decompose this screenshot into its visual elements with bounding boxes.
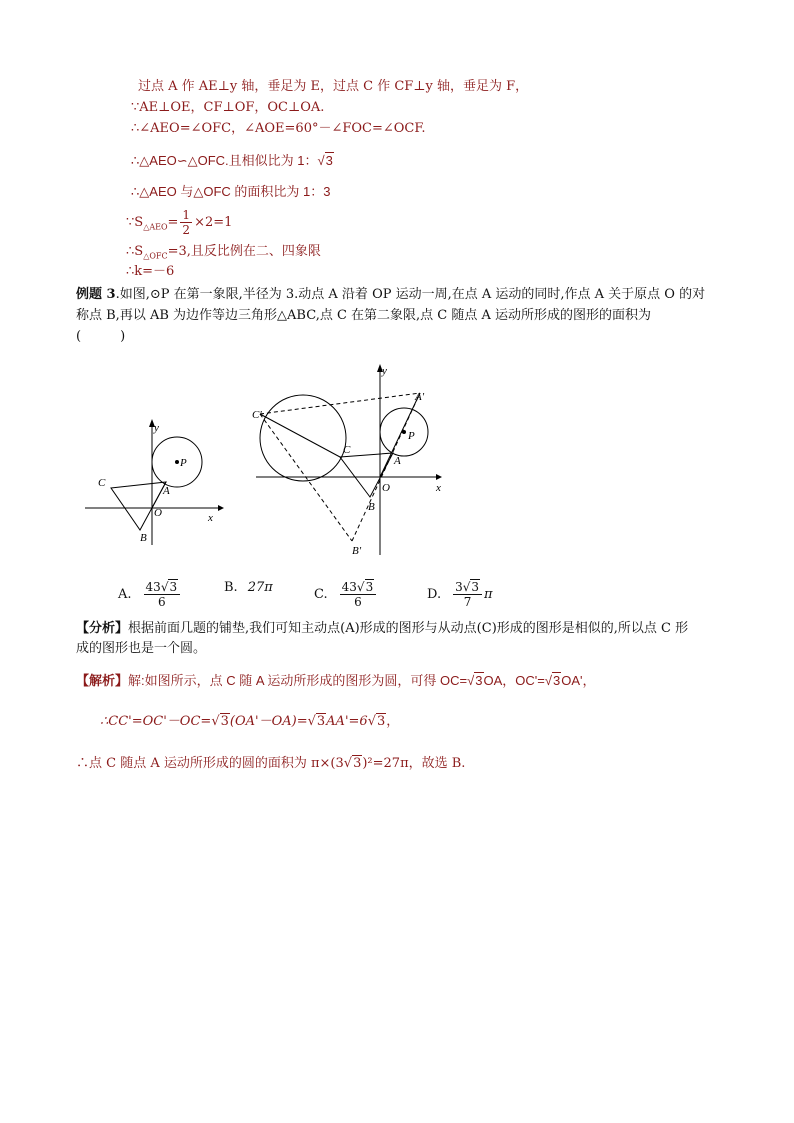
solution-tag: 【解析】 [76, 673, 129, 688]
sqrt-3-c: √3 [211, 714, 229, 729]
option-a[interactable] [118, 580, 182, 609]
s-symbol-2: ∴S [126, 244, 144, 259]
example-line-3: ( ) [76, 329, 126, 344]
fig1-label-b: B [140, 532, 147, 544]
option-c-fraction: $\frac{43√3}{6}$ [340, 580, 377, 609]
solution-line-6-rest: ×2=1 [194, 215, 233, 230]
fig1-label-o: O [154, 507, 162, 519]
fig1-triangle-abc [111, 482, 166, 530]
analysis-line-1 [76, 620, 688, 638]
solution-eq-a: ∴CC'=OC'－OC= [100, 714, 212, 729]
option-d[interactable] [427, 580, 493, 609]
solution-eq-d: ， [386, 714, 400, 729]
fig2-label-c: C [343, 444, 351, 456]
fig2-label-c-prime: C' [252, 409, 262, 421]
solution-line-a [76, 672, 596, 690]
solution-line-5: ∴△AEO 与△OFC 的面积比为 1：3 [131, 184, 331, 199]
solution-line-7-rest: =3,且反比例在二、四象限 [167, 244, 321, 259]
sqrt-3-a: √3 [467, 673, 483, 688]
fig2-label-a: A [394, 455, 401, 467]
solution-text-1b: OA，OC'= [483, 673, 545, 688]
option-a-fraction: $\frac{43√3}{6}$ [144, 580, 181, 609]
solution-line-6 [126, 208, 232, 237]
sqrt-3-e: √3 [367, 714, 386, 729]
sqrt-3-f: √3 [343, 756, 362, 771]
example-line-1 [76, 286, 705, 304]
fig1-label-c: C [98, 477, 106, 489]
fig2-label-x: x [436, 482, 441, 494]
example-text-1: .如图,⊙P 在第一象限,半径为 3.动点 A 沿着 OP 运动一周,在点 A 运动的同时,作点 A 关于原点 O 的对 [115, 287, 706, 302]
solution-line-3: ∴∠AEO=∠OFC，∠AOE=60°－∠FOC=∠OCF. [131, 121, 426, 136]
fig2-label-y: y [382, 365, 387, 377]
fig2-x-arrow [436, 474, 442, 480]
s-subscript-2: △OFC [143, 251, 168, 261]
option-d-pi: π [484, 587, 493, 602]
option-c-label: C. [314, 587, 328, 602]
fig2-segment-c-c [260, 414, 340, 457]
solution-final-a: ∴点 C 随点 A 运动所形成的圆的面积为 π×(3 [76, 756, 344, 771]
fig2-label-a-prime: A' [415, 391, 425, 403]
option-d-label: D. [427, 587, 442, 602]
fig2-label-p: P [408, 430, 415, 442]
analysis-line-2: 成的图形也是一个圆。 [76, 641, 207, 656]
fig1-label-x: x [208, 512, 213, 524]
fig2-label-b: B [368, 501, 375, 513]
solution-line-b [100, 713, 399, 731]
option-b[interactable] [224, 580, 273, 595]
option-b-label: B. [224, 580, 238, 595]
sqrt-3: √3 [317, 153, 333, 168]
fig1-x-arrow [218, 505, 224, 511]
solution-text-1a: 解:如图所示，点 C 随 A 运动所形成的图形为圆，可得 OC= [128, 673, 468, 688]
fig2-dashed-ca [260, 393, 420, 414]
fig1-point-p [175, 460, 179, 464]
fig1-label-a: A [163, 485, 170, 497]
solution-line-2: ∵AE⊥OE，CF⊥OF，OC⊥OA. [131, 100, 325, 115]
s-symbol: ∵S [126, 215, 144, 230]
fraction-half: $\frac{1}{2}$ [182, 208, 191, 237]
solution-line-8: ∴k=－6 [126, 264, 175, 279]
solution-eq-c: AA'=6 [326, 714, 368, 729]
s-subscript: △AEO [143, 222, 168, 232]
solution-text-1c: OA'， [561, 673, 596, 688]
solution-line-1: 过点 A 作 AE⊥y 轴，垂足为 E，过点 C 作 CF⊥y 轴，垂足为 F， [138, 79, 529, 94]
option-d-fraction: $\frac{3√3}{7}$ [453, 580, 482, 609]
option-a-label: A. [118, 587, 132, 602]
option-c[interactable] [314, 580, 378, 609]
fig1-label-p: P [180, 457, 187, 469]
analysis-tag: 【分析】 [76, 621, 129, 636]
analysis-text-1: 根据前面几题的铺垫,我们可知主动点(A)形成的图形与从动点(C)形成的图形是相似的,所以点 C 形 [128, 621, 689, 636]
sqrt-3-d: √3 [307, 714, 326, 729]
example-line-2: 称点 B,再以 AB 为边作等边三角形△ABC,点 C 在第二象限,点 C 随点 A 运动所形成的图形的面积为 [76, 308, 652, 323]
solution-line-c [76, 755, 465, 773]
figure-1 [80, 415, 230, 550]
option-b-value: 27π [247, 580, 273, 595]
solution-final-b: )²=27π，故选 B. [362, 756, 466, 771]
equals: = [167, 215, 179, 230]
solution-line-4 [131, 152, 334, 170]
solution-eq-b: (OA'－OA)= [229, 714, 308, 729]
solution-line-4-text: ∴△AEO∽△OFC.且相似比为 1： [131, 153, 318, 168]
sqrt-3-b: √3 [544, 673, 561, 688]
fig2-label-b-prime: B' [352, 545, 362, 557]
figure-2 [248, 360, 458, 560]
fig2-label-o: O [382, 482, 390, 494]
fig1-label-y: y [154, 422, 159, 434]
example-label: 例题 3 [76, 287, 116, 302]
